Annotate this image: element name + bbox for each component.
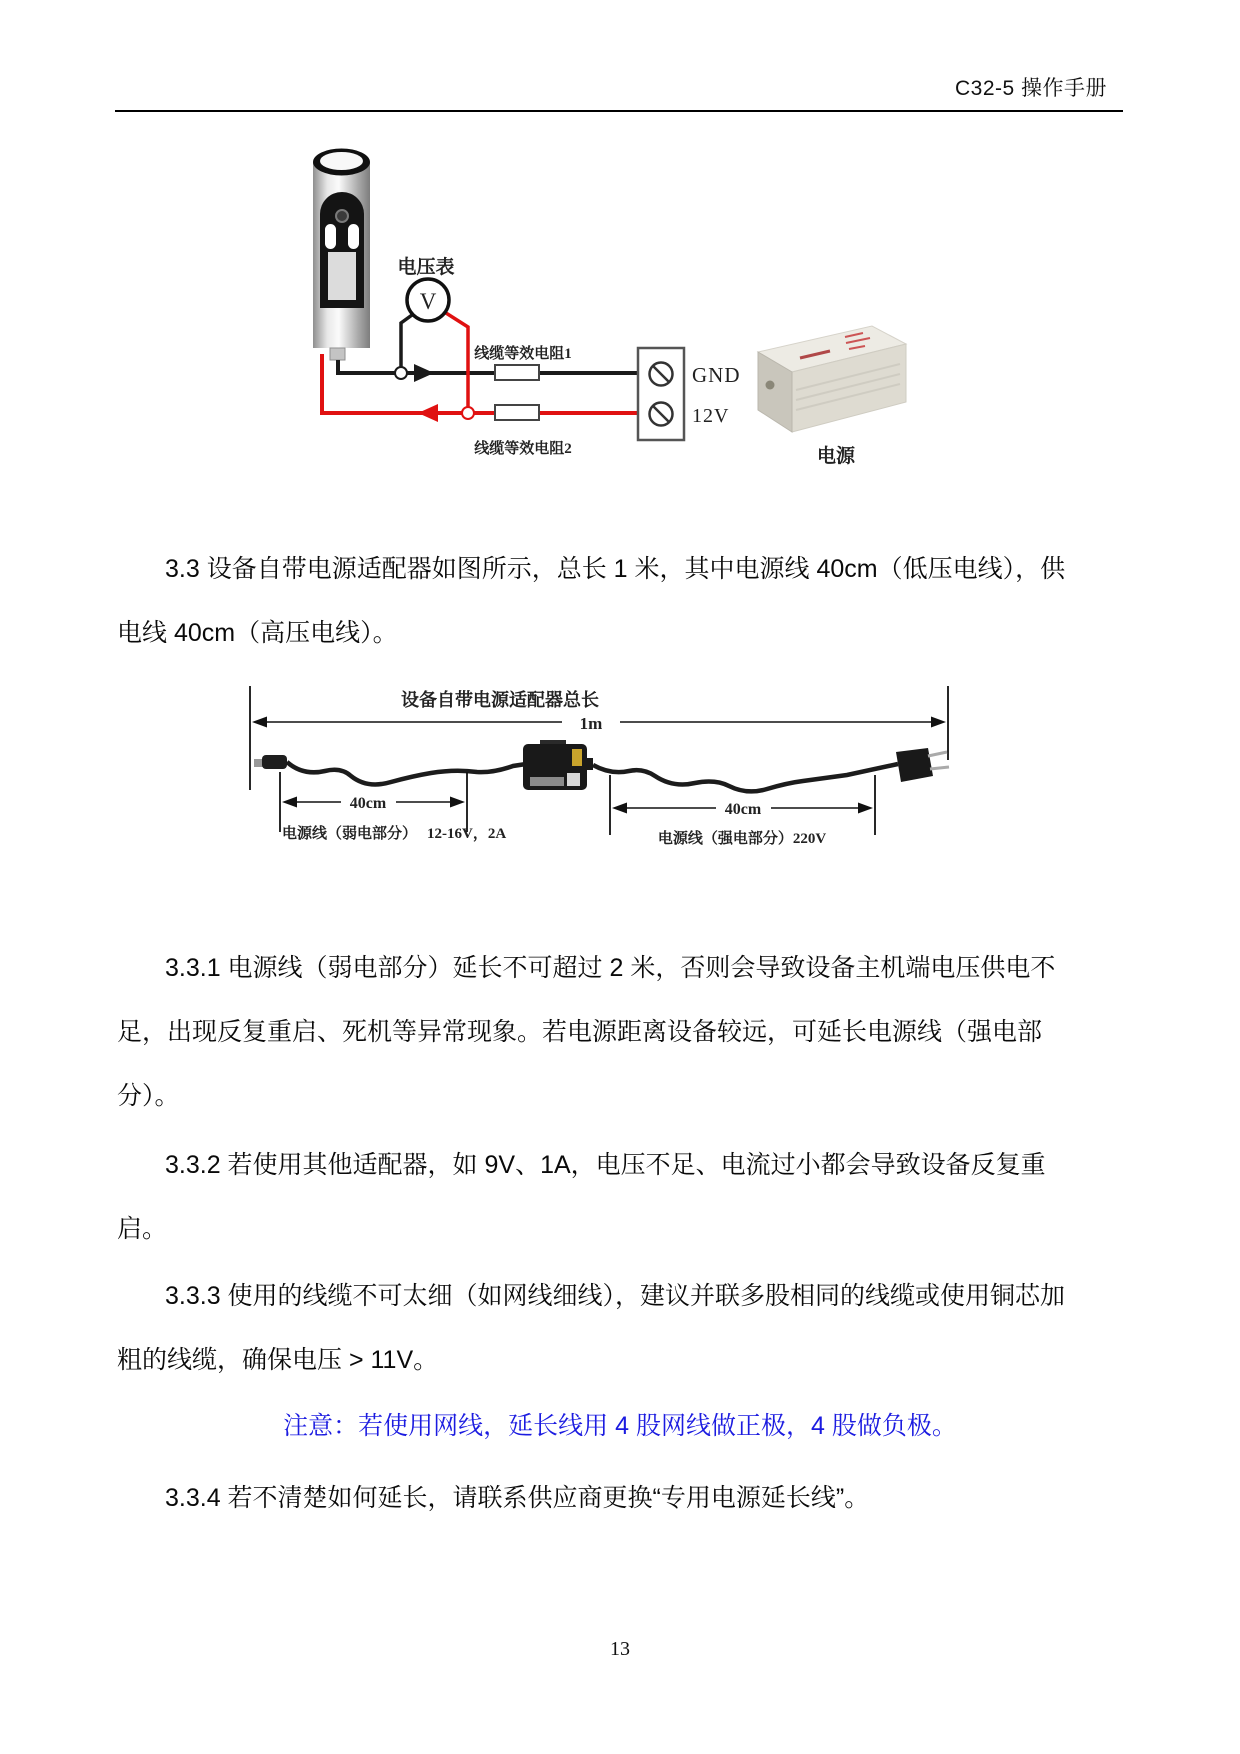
arrowhead-right-icon xyxy=(931,717,946,728)
resistor-2-box xyxy=(495,405,539,420)
ac-plug-prong xyxy=(928,752,947,756)
junction-red xyxy=(462,407,474,419)
device-sensor-right xyxy=(348,224,359,249)
strong-segment-length: 40cm xyxy=(724,801,762,818)
device-top-face xyxy=(320,152,363,170)
resistor-1-label: 线缆等效电阻1 xyxy=(474,346,572,362)
voltmeter xyxy=(397,255,454,321)
dc-plug-tip xyxy=(254,759,263,767)
current-arrow-left-icon xyxy=(418,404,438,422)
psu-cable-hole xyxy=(766,381,775,390)
cable-strong-segment xyxy=(593,764,898,791)
resistor-1-box xyxy=(495,365,539,380)
section-3-3-1 xyxy=(117,936,1127,1128)
voltmeter-red-lead xyxy=(446,313,468,413)
junction-black xyxy=(395,367,407,379)
arrowhead-right-icon xyxy=(858,803,873,814)
para-3-3-line-1: 3.3 设备自带电源适配器如图所示，总长 1 米，其中电源线 40cm（低压电线），供 xyxy=(165,555,1066,583)
section-3-3 xyxy=(117,537,1127,665)
terminal-block xyxy=(638,348,741,440)
weak-segment-caption xyxy=(282,824,506,843)
device-connector-stub xyxy=(330,348,345,360)
weak-segment-caption-text: 电源线（弱电部分） xyxy=(282,826,418,842)
total-length-value: 1m xyxy=(579,714,603,733)
para-3-3-line-2: 电线 40cm（高压电线）。 xyxy=(117,619,398,647)
dc-plug xyxy=(262,755,287,769)
para-3-3-1-line-3: 分）。 xyxy=(117,1082,180,1110)
section-3-3-4 xyxy=(117,1466,1127,1530)
device-screen xyxy=(328,252,356,300)
para-3-3-3-line-2: 粗的线缆，确保电压 > 11V。 xyxy=(117,1346,439,1374)
strong-segment-dimension xyxy=(610,775,875,847)
power-supply-label: 电源 xyxy=(816,446,856,467)
adapter-yellow-label xyxy=(572,749,582,766)
arrowhead-left-icon xyxy=(612,803,627,814)
voltmeter-symbol: V xyxy=(419,289,437,314)
weak-segment-length: 40cm xyxy=(349,795,387,812)
adapter-sticker xyxy=(530,777,564,786)
current-arrow-right-icon xyxy=(414,364,434,382)
cable-weak-segment xyxy=(287,762,526,784)
adapter-cable-diagram xyxy=(225,672,970,857)
para-3-3-1-line-1: 3.3.1 电源线（弱电部分）延长不可超过 2 米，否则会导致设备主机端电压供电不 xyxy=(165,954,1056,982)
document-header-title: C32-5 操作手册 xyxy=(954,77,1107,100)
page-number: 13 xyxy=(610,1638,630,1660)
terminal-12v-label: 12V xyxy=(692,405,730,427)
section-3-3-2 xyxy=(117,1133,1127,1261)
adapter-cable-nub xyxy=(585,758,593,770)
ac-plug-prong xyxy=(930,767,949,769)
arrowhead-left-icon xyxy=(282,797,297,808)
para-3-3-2-line-1: 3.3.2 若使用其他适配器，如 9V、1A，电压不足、电流过小都会导致设备反复重 xyxy=(165,1151,1046,1179)
device-illustration xyxy=(313,149,370,361)
red-wire xyxy=(322,354,638,413)
arrowhead-left-icon xyxy=(252,717,267,728)
voltmeter-label: 电压表 xyxy=(397,257,455,278)
para-3-3-1-line-2: 足，出现反复重启、死机等异常现象。若电源距离设备较远，可延长电源线（强电部 xyxy=(117,1018,1043,1046)
device-sensor-left xyxy=(325,224,336,249)
para-3-3-4-line-1: 3.3.4 若不清楚如何延长，请联系供应商更换“专用电源延长线”。 xyxy=(165,1484,870,1512)
voltmeter-black-lead xyxy=(401,315,412,373)
para-3-3-3-line-1: 3.3.3 使用的线缆不可太细（如网线细线），建议并联多股相同的线缆或使用铜芯加 xyxy=(165,1282,1066,1310)
section-3-3-3 xyxy=(117,1264,1127,1392)
arrowhead-right-icon xyxy=(450,797,465,808)
ac-plug xyxy=(896,748,933,782)
adapter-cable-illustration xyxy=(254,740,949,791)
wiring-circuit-diagram xyxy=(290,120,930,475)
resistor-2-label: 线缆等效电阻2 xyxy=(474,441,572,457)
device-camera-icon xyxy=(336,210,348,222)
power-supply-illustration xyxy=(758,326,906,467)
network-cable-note: 注意：若使用网线，延长线用 4 股网线做正极，4 股做负极。 xyxy=(283,1412,957,1440)
weak-segment-spec: 12-16V，2A xyxy=(427,826,507,842)
adapter-code-label xyxy=(567,773,580,786)
header-divider xyxy=(115,110,1123,112)
para-3-3-2-line-2: 启。 xyxy=(117,1215,168,1243)
strong-segment-caption: 电源线（强电部分）220V xyxy=(657,831,827,847)
terminal-gnd-label: GND xyxy=(692,363,741,387)
total-length-caption: 设备自带电源适配器总长 xyxy=(401,690,599,710)
